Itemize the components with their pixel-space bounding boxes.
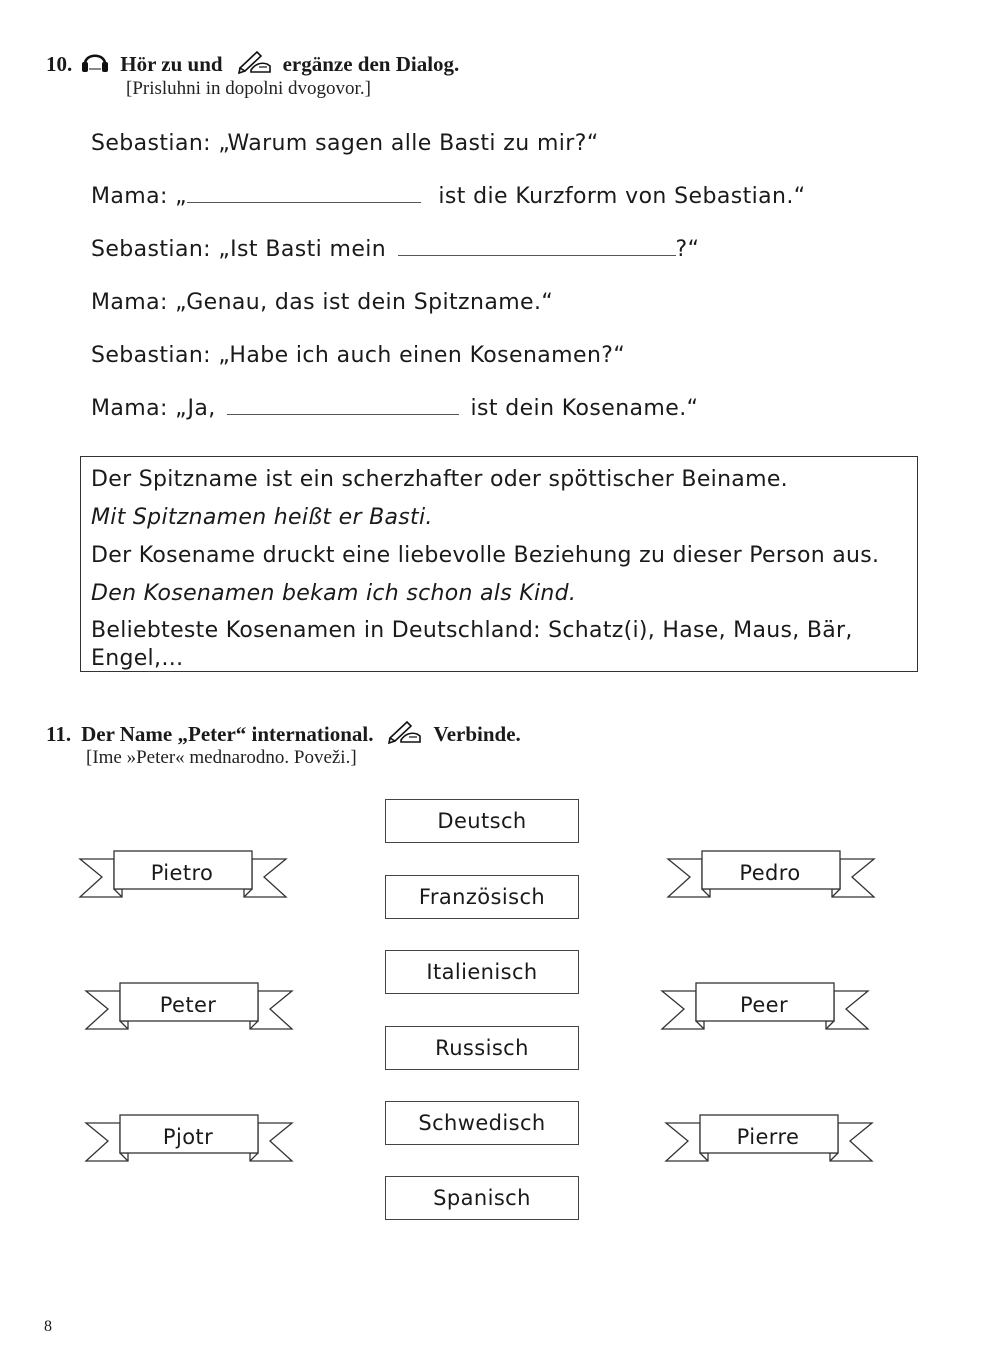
exercise-title: Hör zu und (120, 51, 223, 76)
dialog-text: Mama: „Ja, (91, 396, 216, 421)
exercise-number: 10. (46, 51, 73, 76)
writing-hand-icon (237, 48, 273, 80)
exercise-subtitle: [Ime »Peter« mednarodno. Poveži.] (86, 747, 357, 768)
language-box-italienisch[interactable]: Italienisch (385, 950, 579, 994)
fill-in-blank[interactable] (398, 254, 676, 256)
name-label: Pierre (736, 1125, 800, 1149)
name-label: Peer (740, 993, 788, 1017)
dialog-line (91, 396, 698, 421)
name-label: Pietro (150, 861, 214, 885)
language-box-franzoesisch[interactable]: Französisch (385, 875, 579, 919)
exercise-11-heading (46, 718, 521, 750)
name-banner-peter[interactable] (84, 981, 294, 1039)
info-definition: Der Spitzname ist ein scherzhafter oder spöttischer Beiname. (91, 467, 788, 492)
info-list: Beliebteste Kosenamen in Deutschland: Schatz(i), Hase, Maus, Bär, Engel,… (91, 618, 853, 671)
language-box-deutsch[interactable]: Deutsch (385, 799, 579, 843)
language-box-schwedisch[interactable]: Schwedisch (385, 1101, 579, 1145)
exercise-10-heading (46, 48, 459, 80)
exercise-title: Der Name „Peter“ international. (81, 721, 374, 746)
page-number: 8 (44, 1318, 52, 1335)
headphones-icon (80, 48, 110, 80)
dialog-line (91, 343, 625, 368)
dialog-text: Mama: „ (91, 184, 187, 209)
info-definition: Der Kosename druckt eine liebevolle Beziehung zu dieser Person aus. (91, 543, 880, 568)
name-label: Pedro (739, 861, 801, 885)
exercise-subtitle: [Prisluhni in dopolni dvogovor.] (126, 78, 371, 99)
dialog-text: ist dein Kosename.“ (470, 396, 699, 421)
name-label: Pjotr (162, 1125, 214, 1149)
fill-in-blank[interactable] (187, 201, 421, 203)
dialog-line (91, 237, 699, 262)
exercise-instruction: Verbinde. (433, 721, 521, 746)
name-banner-pedro[interactable] (666, 849, 876, 907)
info-example: Den Kosenamen bekam ich schon als Kind. (91, 581, 577, 606)
writing-hand-icon (387, 718, 423, 750)
dialog-text: Sebastian: „Habe ich auch einen Kosenamen?“ (91, 343, 626, 368)
info-box (80, 456, 918, 672)
info-example: Mit Spitznamen heißt er Basti. (91, 505, 433, 530)
dialog-line (91, 184, 806, 209)
dialog-text: ist die Kurzform von Sebastian.“ (438, 184, 806, 209)
name-banner-peer[interactable] (660, 981, 870, 1039)
dialog-text: Mama: „Genau, das ist dein Spitzname.“ (91, 290, 554, 315)
name-banner-pierre[interactable] (664, 1113, 874, 1171)
fill-in-blank[interactable] (227, 413, 459, 415)
dialog-text: Sebastian: „Warum sagen alle Basti zu mir?“ (91, 131, 599, 156)
exercise-instruction: ergänze den Dialog. (282, 51, 460, 76)
name-banner-pietro[interactable] (78, 849, 288, 907)
exercise-number: 11. (46, 721, 72, 746)
dialog-line (91, 290, 553, 315)
dialog-text: Sebastian: „Ist Basti mein (91, 237, 387, 262)
language-box-spanisch[interactable]: Spanisch (385, 1176, 579, 1220)
name-banner-pjotr[interactable] (84, 1113, 294, 1171)
language-box-russisch[interactable]: Russisch (385, 1026, 579, 1070)
dialog-line (91, 131, 599, 156)
name-label: Peter (159, 993, 217, 1017)
dialog-text: ?“ (675, 237, 700, 262)
